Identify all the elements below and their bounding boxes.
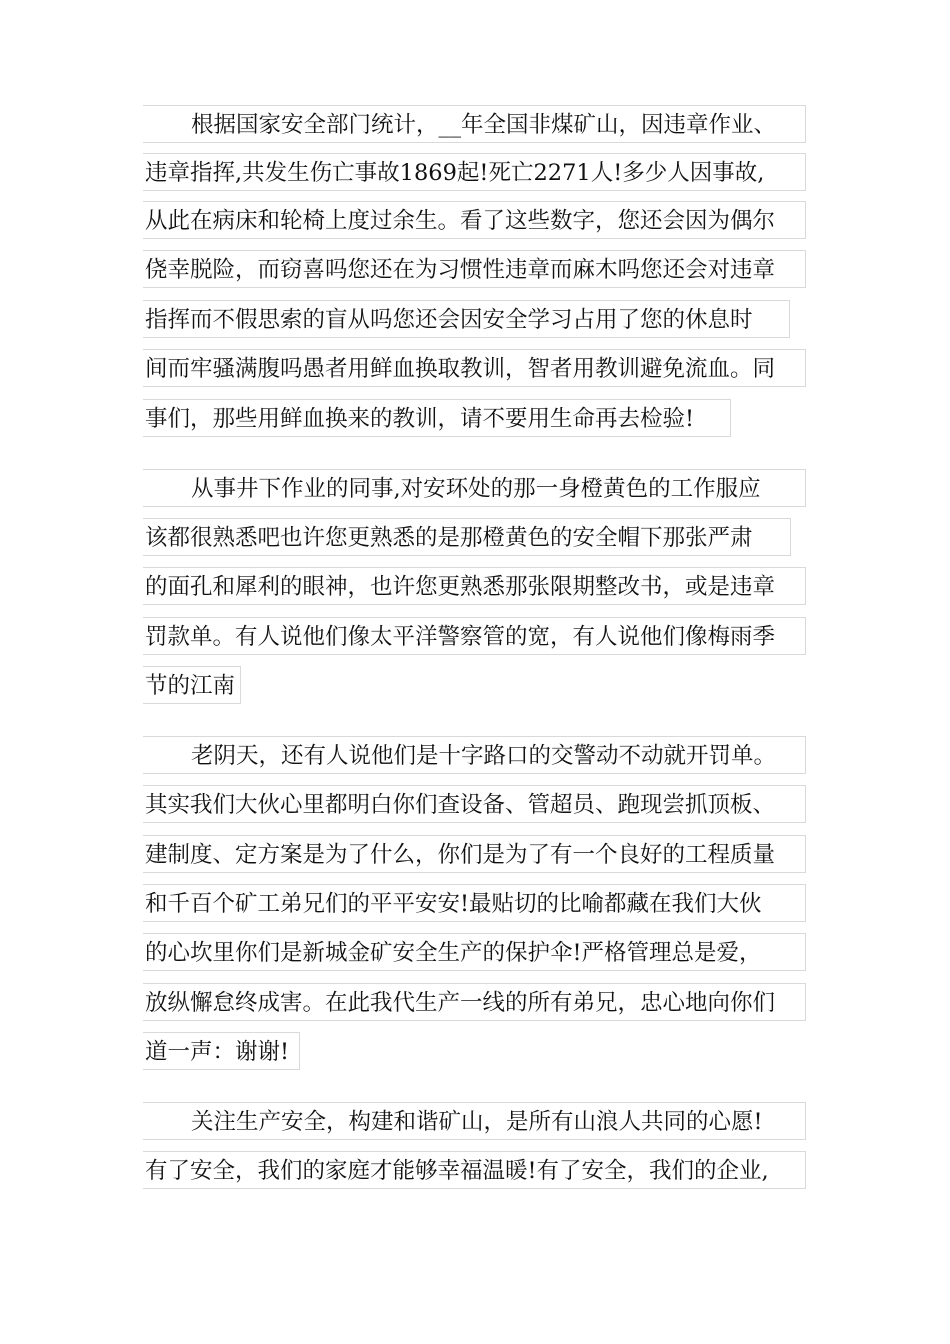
paragraph-2-line-5: 节的江南 bbox=[143, 666, 241, 704]
paragraph-2-line-3: 的面孔和犀利的眼神，也许您更熟悉那张限期整改书，或是违章 bbox=[143, 567, 806, 605]
paragraph-3-line-3: 建制度、定方案是为了什么，你们是为了有一个良好的工程质量 bbox=[143, 835, 806, 873]
paragraph-3-line-2: 其实我们大伙心里都明白你们查设备、管超员、跑现尝抓顶板、 bbox=[143, 785, 806, 823]
paragraph-2-line-1: 从事井下作业的同事,对安环处的那一身橙黄色的工作服应 bbox=[143, 469, 806, 507]
paragraph-1-line-5: 指挥而不假思索的盲从吗您还会因安全学习占用了您的休息时 bbox=[143, 300, 790, 338]
paragraph-4-line-2: 有了安全，我们的家庭才能够幸福温暖!有了安全，我们的企业, bbox=[143, 1151, 806, 1189]
paragraph-2-line-4: 罚款单。有人说他们像太平洋警察管的宽，有人说他们像梅雨季 bbox=[143, 617, 806, 655]
paragraph-1-line-3: 从此在病床和轮椅上度过余生。看了这些数字，您还会因为偶尔 bbox=[143, 201, 806, 239]
paragraph-3-line-5: 的心坎里你们是新城金矿安全生产的保护伞!严格管理总是爱， bbox=[143, 933, 806, 971]
paragraph-2-line-2: 该都很熟悉吧也许您更熟悉的是那橙黄色的安全帽下那张严肃 bbox=[143, 518, 791, 556]
paragraph-1-line-4: 侥幸脱险，而窃喜吗您还在为习惯性违章而麻木吗您还会对违章 bbox=[143, 250, 806, 288]
paragraph-1-line-2: 违章指挥,共发生伤亡事故1869起!死亡2271人!多少人因事故, bbox=[143, 153, 806, 191]
paragraph-3-line-1: 老阴天，还有人说他们是十字路口的交警动不动就开罚单。 bbox=[143, 736, 806, 774]
paragraph-1-line-7: 事们，那些用鲜血换来的教训，请不要用生命再去检验! bbox=[143, 399, 731, 437]
paragraph-4-line-1: 关注生产安全，构建和谐矿山，是所有山浪人共同的心愿! bbox=[143, 1102, 806, 1140]
paragraph-3-line-6: 放纵懈怠终成害。在此我代生产一线的所有弟兄，忠心地向你们 bbox=[143, 983, 806, 1021]
paragraph-3-line-4: 和千百个矿工弟兄们的平平安安!最贴切的比喻都藏在我们大伙 bbox=[143, 884, 806, 922]
paragraph-3-line-7: 道一声：谢谢! bbox=[143, 1032, 300, 1070]
paragraph-1-line-6: 间而牢骚满腹吗愚者用鲜血换取教训，智者用教训避免流血。同 bbox=[143, 349, 806, 387]
paragraph-1-line-1: 根据国家安全部门统计，__年全国非煤矿山，因违章作业、 bbox=[143, 105, 806, 143]
